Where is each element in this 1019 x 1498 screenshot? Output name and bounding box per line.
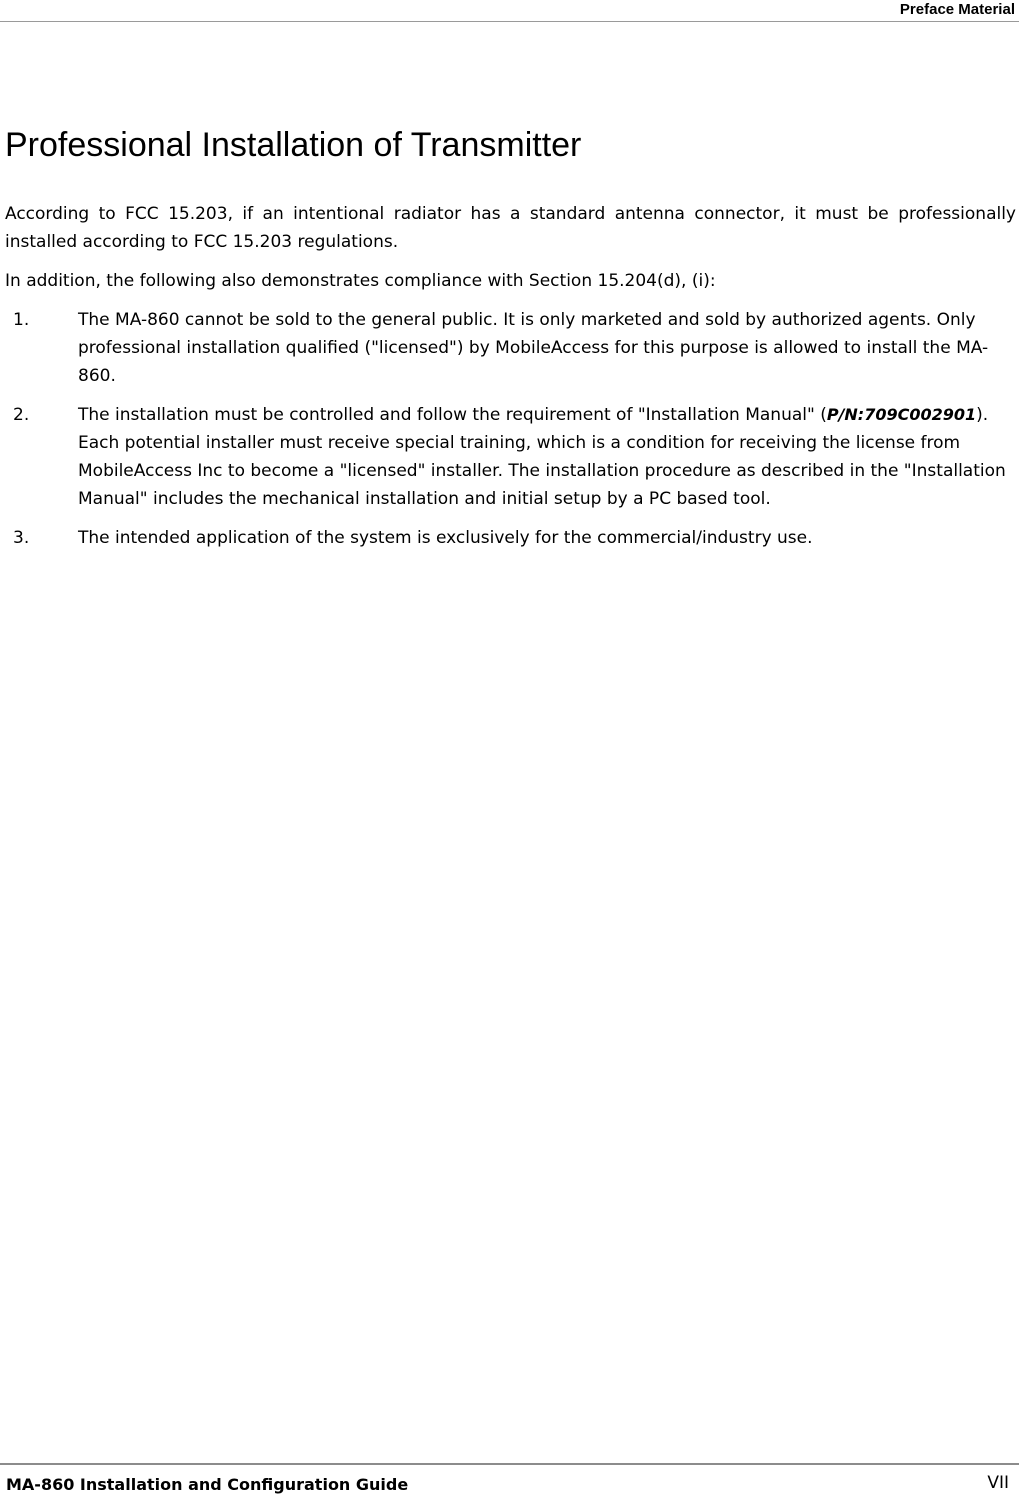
list-item-text-before: The installation must be controlled and follow the requirement of "Installation Manual" ( [78,405,827,425]
page-number: VII [987,1473,1009,1493]
compliance-paragraph: In addition, the following also demonstrates compliance with Section 15.204(d), (i): [5,271,716,291]
list-item [5,401,1016,513]
list-item-text: The MA-860 cannot be sold to the general public. It is only marketed and sold by authorized agents. Only professional installation qualified ("licensed") by MobileAccess for this purpose is allowed to install the MA-860. [78,310,989,386]
compliance-list [5,306,1016,552]
header-title: Preface Material [899,1,1015,18]
guide-title: MA-860 Installation and Configuration Guide [6,1475,409,1494]
page-footer [0,1463,1019,1498]
list-item-number: 1. [13,310,30,330]
list-item [5,306,1016,390]
list-item-number: 3. [13,528,30,548]
list-item-text: The intended application of the system is exclusively for the commercial/industry use. [78,528,813,548]
section-heading: Professional Installation of Transmitter [5,126,582,164]
part-number: P/N:709C002901 [826,405,977,424]
list-item-text-after: ). Each potential installer must receive special training, which is a condition for receiving the license from MobileAccess Inc to become a "licensed" installer. The installation procedure as described in the "Installation Manual" includes the mechanical installation and initial setup by a PC based tool. [78,405,1006,509]
page-header [0,0,1019,22]
intro-paragraph: According to FCC 15.203, if an intentional radiator has a standard antenna connector, it must be professionally installed according to FCC 15.203 regulations. [5,204,1016,252]
section-body [5,200,1016,563]
list-item-number: 2. [13,405,30,425]
list-item [5,524,1016,552]
